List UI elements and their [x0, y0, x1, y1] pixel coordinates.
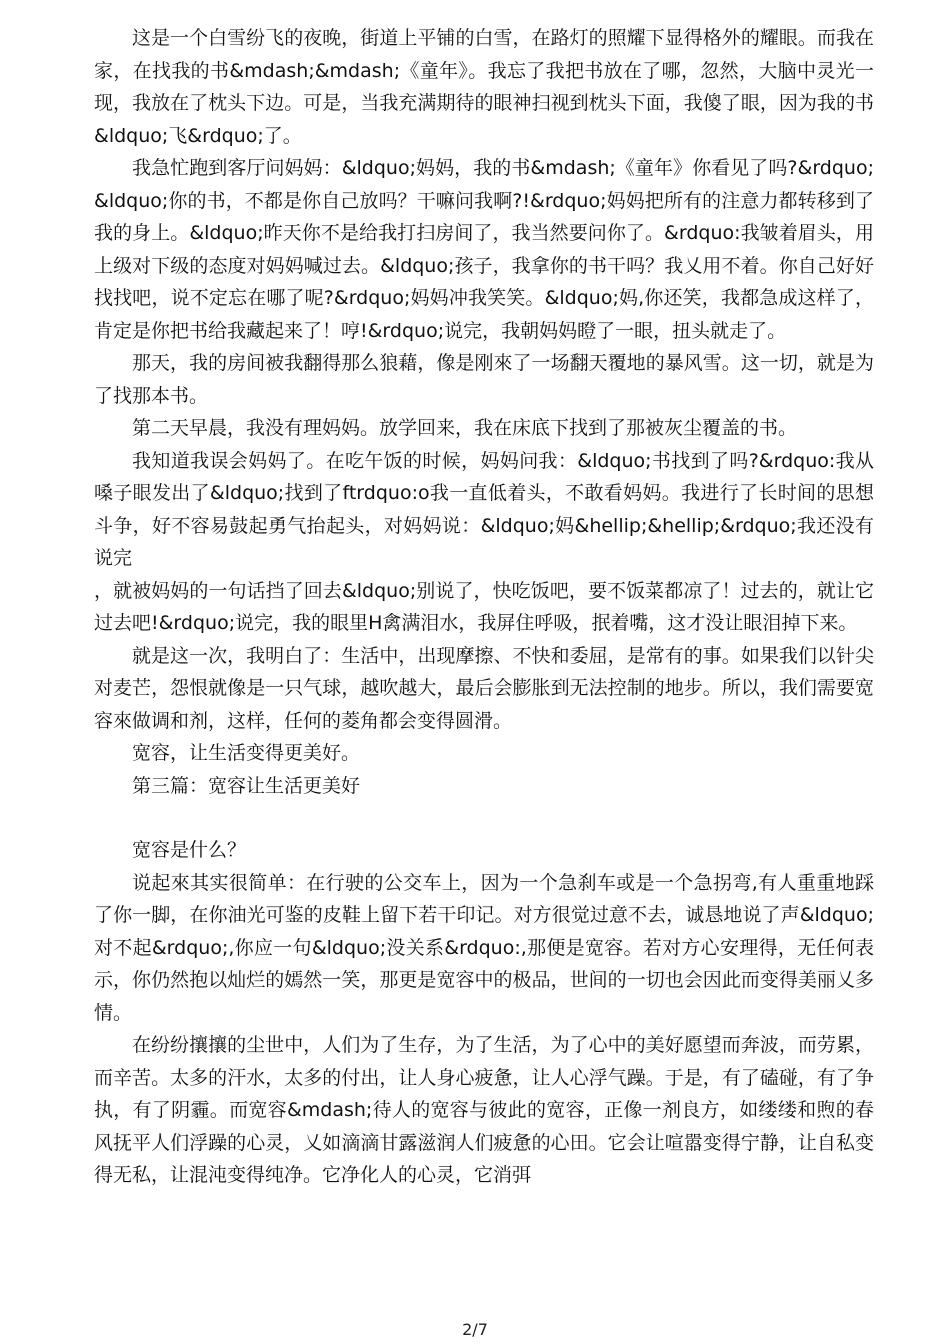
paragraph-tolerance-line: 宽容，让生活变得更美好。 [132, 742, 361, 764]
paragraph-snow-night: 这是一个白雪纷飞的夜晚，街道上平铺的白雪，在路灯的照耀下显得格外的耀眼。而我在家，在找我的书&mdash;&mdash;《童年》。我忘了我把书放在了哪，忽然，大脑中灵光一现，我放在了枕头下边。可是，当我充满期待的眼神扫视到枕头下面，我傻了眼，因为我的书&ldquo;飞&rdquo;了。 [94, 27, 874, 147]
paragraph-misunderstanding: 我知道我误会妈妈了。在吃午饭的时候，妈妈问我：&ldquo;书找到了吗?&rdquo:我从嗓子眼发出了&ldquo;找到了ftrdquo:o我一直低着头，不敢看妈妈。我进行了长时间的思想斗争，好不容易鼓起勇气抬起头，对妈妈说：&ldquo;妈&hellip;&hellip;&rdquo;我还没有说完 [94, 449, 874, 569]
section-heading: 第三篇：宽容让生活更美好 [132, 774, 361, 797]
paragraph-messy-room: 那天，我的房间被我翻得那么狼藉，像是刚來了一场翻天覆地的暴风雪。这一切，就是为了找那本书。 [94, 352, 874, 407]
paragraph-bus-example: 说起來其实很简单：在行驶的公交车上，因为一个急刹车或是一个急拐弯,有人重重地踩了你一脚，在你油光可鉴的皮鞋上留下若干印记。对方很觉过意不去，诚恳地说了声&ldquo;对不起&rdquo;,你应一句&ldquo;没关系&rdquo:,那便是宽容。若对方心安理得，无任何表示，你仍然抱以灿烂的嫣然一笑，那更是宽容中的极品，世间的一切也会因此而变得美丽乂多情。 [94, 871, 874, 1024]
paragraph-question: 宽容是什么？ [132, 839, 247, 861]
paragraph-lesson: 就是这一次，我明白了：生活中，出现摩擦、不快和委屈，是常有的事。如果我们以针尖对麦芒，怨恨就像是一只气球，越吹越大，最后会膨胀到无法控制的地步。所以，我们需要宽容來做调和剂，这样，任何的菱角都会变得圆滑。 [94, 644, 874, 732]
paragraph-ask-mom: 我急忙跑到客厅问妈妈：&ldquo;妈妈，我的书&mdash;《童年》你看见了吗?&rdquo;&ldquo;你的书，不都是你自己放吗？干嘛问我啊?!&rdquo;妈妈把所有的注意力都转移到了我的身上。&ldquo;昨天你不是给我打扫房间了，我当然要问你了。&rdquo:我皱着眉头，用上级对下级的态度对妈妈喊过去。&ldquo;孩子，我拿你的书干吗？我乂用不着。你自己好好找找吧，说不定忘在哪了呢?&rdquo;妈妈冲我笑笑。&ldquo;妈,你还笑，我都急成这样了，肯定是你把书给我藏起来了！哼!&rdquo;说完，我朝妈妈瞪了一眼，扭头就走了。 [94, 157, 874, 342]
page-number: 2/7 [462, 1320, 488, 1339]
paragraph-next-morning: 第二天早晨，我没有理妈妈。放学回来，我在床底下找到了那被灰尘覆盖的书。 [132, 417, 798, 439]
document-body [94, 22, 874, 1192]
paragraph-busy-world: 在纷纷攘攘的尘世中，人们为了生存，为了生活，为了心中的美好愿望而奔波，而劳累，而辛苦。太多的汗水，太多的付出，让人身心疲惫，让人心浮气躁。于是，有了磕碰，有了争执，有了阴霾。而宽容&mdash;待人的宽容与彼此的宽容，正像一剂良方，如缕缕和煦的春风抚平人们浮躁的心灵，乂如滴滴甘露滋润人们疲惫的心田。它会让喧嚣变得宁静，让自私变得无私，让混沌变得纯净。它净化人的心灵，它消弭 [94, 1034, 874, 1186]
paragraph-continued: ，就被妈妈的一句话挡了回去&ldquo;别说了，快吃饭吧，要不饭菜都凉了！过去的，就让它过去吧!&rdquo;说完，我的眼里H禽满泪水，我屏住呼吸，抿着嘴，这才没让眼泪掉下来。 [94, 579, 874, 634]
